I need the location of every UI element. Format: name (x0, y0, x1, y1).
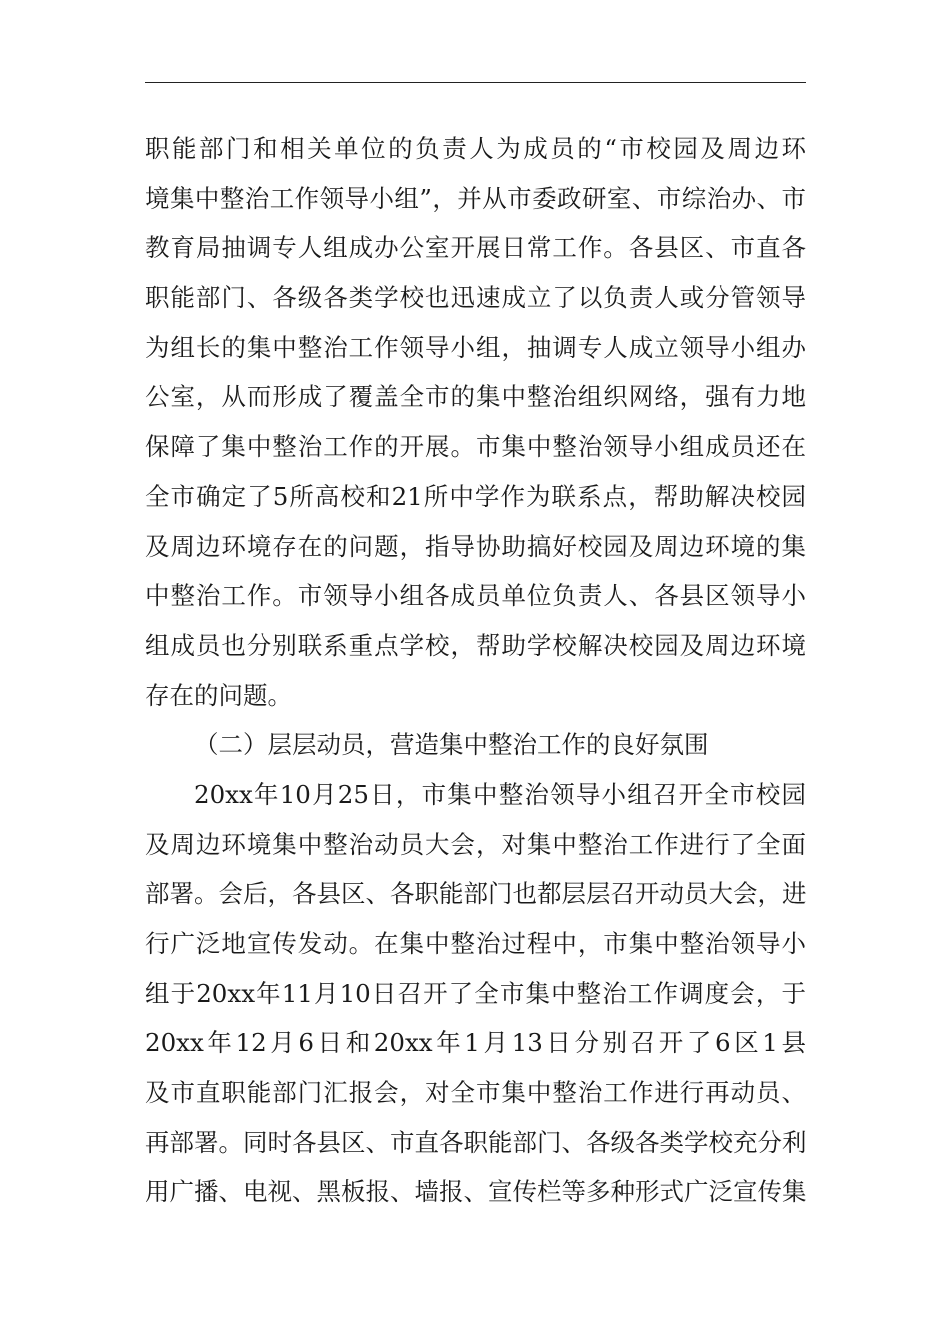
text-line: 组成员也分别联系重点学校，帮助学校解决校园及周边环境 (145, 630, 806, 660)
text-line: 行广泛地宣传发动。在集中整治过程中，市集中整治领导小 (145, 929, 806, 958)
text-line: 教育局抽调专人组成办公室开展日常工作。各县区、市直各 (145, 233, 806, 263)
text-line: 及市直职能部门汇报会，对全市集中整治工作进行再动员、 (145, 1078, 806, 1108)
paragraph-continued (145, 124, 806, 720)
section-heading (145, 720, 806, 770)
text-line: 存在的问题。 (145, 680, 292, 710)
text-line: 再部署。同时各县区、市直各职能部门、各级各类学校充分利 (145, 1127, 807, 1157)
text-line: 20xx年12月6日和20xx年1月13日分别召开了6区1县 (145, 1028, 806, 1058)
text-line: 保障了集中整治工作的开展。市集中整治领导小组成员还在 (145, 432, 806, 462)
page-body (145, 124, 806, 1217)
paragraph (145, 770, 806, 1217)
text-line: 公室，从而形成了覆盖全市的集中整治组织网络，强有力地 (145, 382, 806, 412)
text-line: 用广播、电视、黑板报、墙报、宣传栏等多种形式广泛宣传集 (145, 1177, 807, 1207)
text-line: 及周边环境存在的问题，指导协助搞好校园及周边环境的集 (145, 531, 806, 561)
text-line: 20xx年10月25日，市集中整治领导小组召开全市校园 (194, 779, 806, 809)
text-line: 中整治工作。市领导小组各成员单位负责人、各县区领导小 (145, 581, 806, 611)
text-line: 职能部门和相关单位的负责人为成员的“市校园及周边环 (145, 134, 806, 163)
section-heading-text: （二）层层动员，营造集中整治工作的良好氛围 (194, 730, 709, 760)
header-rule (145, 82, 806, 83)
text-line: 部署。会后，各县区、各职能部门也都层层召开动员大会，进 (145, 879, 807, 909)
text-line: 全市确定了5所高校和21所中学作为联系点，帮助解决校园 (145, 481, 806, 511)
text-line: 职能部门、各级各类学校也迅速成立了以负责人或分管领导 (145, 283, 806, 313)
text-line: 组于20xx年11月10日召开了全市集中整治工作调度会，于 (145, 978, 806, 1008)
text-line: 境集中整治工作领导小组”，并从市委政研室、市综治办、市 (145, 183, 806, 213)
text-line: 及周边环境集中整治动员大会，对集中整治工作进行了全面 (145, 829, 806, 859)
text-line: 为组长的集中整治工作领导小组，抽调专人成立领导小组办 (145, 332, 806, 362)
